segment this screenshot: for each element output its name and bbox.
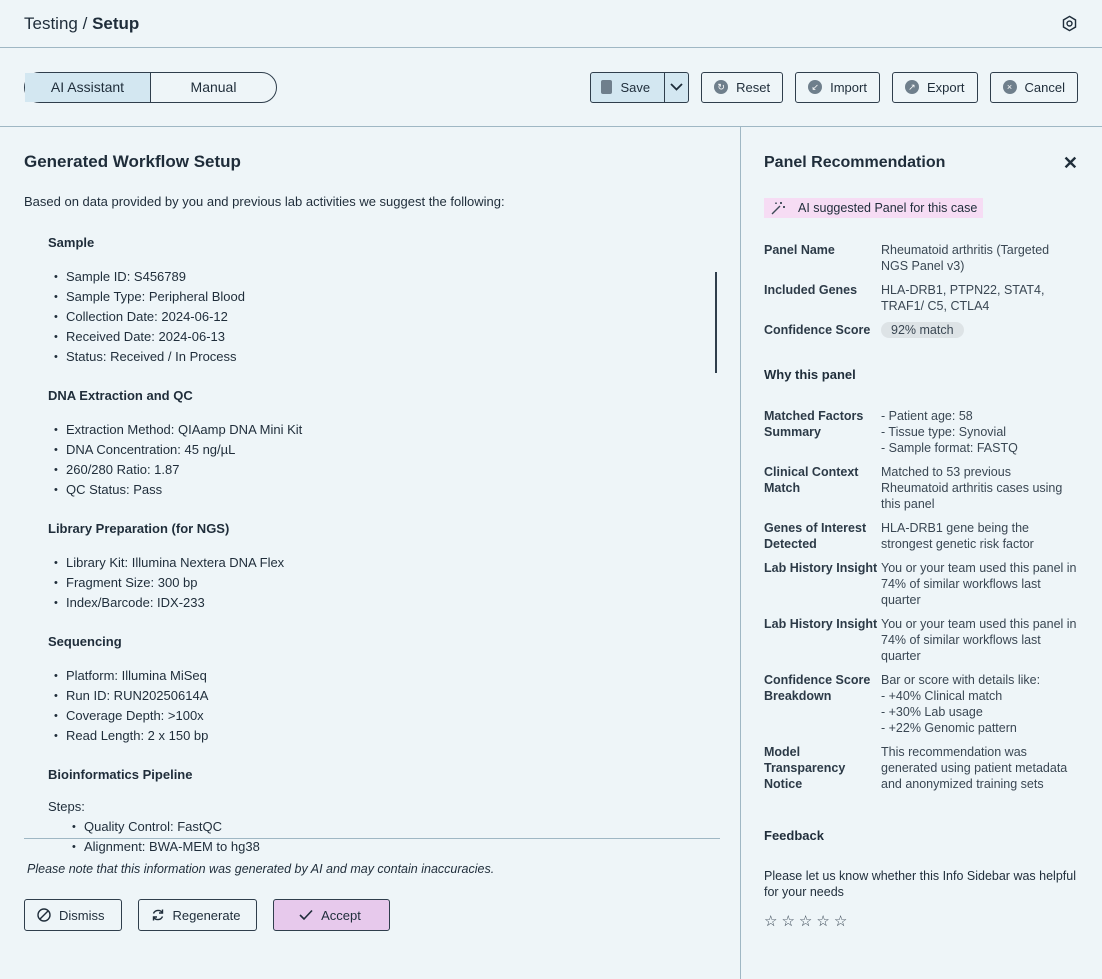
section-heading: Bioinformatics Pipeline <box>48 767 193 782</box>
mode-toggle <box>24 72 277 103</box>
section-bioinformatics <box>48 767 698 858</box>
refresh-icon: ↻ <box>714 80 728 94</box>
list-item: • Collection Date: 2024-06-12 <box>48 308 698 328</box>
why-value-line: - Tissue type: Synovial <box>881 425 1007 439</box>
list-item: • Sample ID: S456789 <box>48 268 698 288</box>
why-label: Genes of Interest Detected <box>764 521 867 551</box>
cancel-label: Cancel <box>1024 79 1065 95</box>
list-item: • QC Status: Pass <box>48 481 698 501</box>
save-dropdown-button[interactable] <box>665 73 688 102</box>
why-label: Model Transparency Notice <box>764 745 846 791</box>
breadcrumb-current: Setup <box>92 13 140 33</box>
list-item: • Run ID: RUN20250614A <box>48 687 698 707</box>
why-label: Matched Factors Summary <box>764 409 864 439</box>
export-button[interactable] <box>892 72 978 103</box>
workflow-actions <box>24 899 390 931</box>
why-value-line: - +30% Lab usage <box>881 705 983 719</box>
why-value-line: - Patient age: 58 <box>881 409 973 423</box>
check-icon <box>299 909 313 921</box>
list-item: • Status: Received / In Process <box>48 348 698 368</box>
confidence-label: Confidence Score <box>764 323 871 337</box>
why-value-line: This recommendation was generated using patient metadata and anonymized training sets <box>881 745 1068 791</box>
list-item: • Alignment: BWA-MEM to hg38 <box>66 838 698 858</box>
regenerate-icon <box>151 908 165 922</box>
section-heading: DNA Extraction and QC <box>48 388 193 403</box>
regenerate-button[interactable] <box>138 899 258 931</box>
toolbar <box>0 48 1102 127</box>
workflow-panel <box>0 127 741 979</box>
accept-button[interactable] <box>273 899 390 931</box>
section-heading: Sample <box>48 235 95 250</box>
panel-name-label: Panel Name <box>764 243 835 257</box>
settings-icon[interactable] <box>1060 15 1078 33</box>
list-item: • Platform: Illumina MiSeq <box>48 667 698 687</box>
save-button[interactable] <box>591 73 666 102</box>
breadcrumb <box>24 14 139 34</box>
section-sequencing <box>48 634 698 747</box>
why-value-line: HLA-DRB1 gene being the strongest genetic risk factor <box>881 521 1034 551</box>
list-item: • Coverage Depth: >100x <box>48 707 698 727</box>
list-item: • Sample Type: Peripheral Blood <box>48 288 698 308</box>
accept-label: Accept <box>321 907 361 923</box>
cancel-icon: × <box>1003 80 1017 94</box>
list-item: • Received Date: 2024-06-13 <box>48 328 698 348</box>
top-bar <box>0 0 1102 48</box>
ai-suggestion-badge <box>764 198 983 218</box>
save-split-button <box>590 72 690 103</box>
why-value <box>881 560 1078 608</box>
star-icon[interactable]: ☆ <box>816 913 830 930</box>
dismiss-button[interactable] <box>24 899 122 931</box>
star-rating <box>764 912 1078 930</box>
ai-disclaimer: Please note that this information was generated by AI and may contain inaccuracies. <box>27 862 495 876</box>
workflow-scroll-area[interactable] <box>48 235 698 854</box>
why-value <box>881 744 1078 792</box>
breadcrumb-parent[interactable]: Testing <box>24 13 78 33</box>
save-label: Save <box>620 79 651 95</box>
why-value-line: - +40% Clinical match <box>881 689 1003 703</box>
confidence-badge: 92% match <box>881 322 964 338</box>
workflow-intro: Based on data provided by you and previous lab activities we suggest the following: <box>24 194 505 209</box>
list-item: • 260/280 Ratio: 1.87 <box>48 461 698 481</box>
why-label: Lab History Insight <box>764 617 878 631</box>
reset-label: Reset <box>736 79 771 95</box>
feedback-heading: Feedback <box>764 828 824 843</box>
list-item: • Quality Control: FastQC <box>66 818 698 838</box>
mode-ai-assistant[interactable]: AI Assistant <box>25 73 151 102</box>
star-icon[interactable]: ☆ <box>833 913 848 930</box>
scrollbar-thumb[interactable] <box>715 272 717 373</box>
list-item: • Library Kit: Illumina Nextera DNA Flex <box>48 554 698 574</box>
cancel-button[interactable] <box>990 72 1078 103</box>
genes-label: Included Genes <box>764 283 858 297</box>
list-item: • Fragment Size: 300 bp <box>48 574 698 594</box>
toolbar-actions <box>590 72 1079 103</box>
section-sample <box>48 235 698 368</box>
why-value-line: Matched to 53 previous Rheumatoid arthritis cases using this panel <box>881 465 1063 511</box>
workflow-title: Generated Workflow Setup <box>24 152 241 171</box>
breadcrumb-separator: / <box>82 13 88 33</box>
panel-name-value: Rheumatoid arthritis (Targeted NGS Panel v3) <box>881 243 1050 273</box>
steps-label: Steps: <box>48 799 85 814</box>
why-value-line: You or your team used this panel in 74% of similar workflows last quarter <box>881 561 1077 607</box>
list-item: • Index/Barcode: IDX-233 <box>48 594 698 614</box>
section-dna-extraction <box>48 388 698 501</box>
divider <box>24 838 720 839</box>
why-value-line: - +22% Genomic pattern <box>881 721 1017 735</box>
recommendation-sidebar <box>741 127 1102 979</box>
list-item: • Extraction Method: QIAamp DNA Mini Kit <box>48 421 698 441</box>
panel-details <box>764 242 1078 346</box>
why-value-line: - Sample format: FASTQ <box>881 441 1018 455</box>
regenerate-label: Regenerate <box>172 907 241 923</box>
section-library-prep <box>48 521 698 614</box>
close-icon[interactable]: ✕ <box>1062 153 1078 173</box>
star-icon[interactable]: ☆ <box>781 913 795 930</box>
why-label: Clinical Context Match <box>764 465 859 495</box>
dismiss-label: Dismiss <box>59 907 105 923</box>
ai-suggestion-text: AI suggested Panel for this case <box>798 201 978 215</box>
why-value <box>881 616 1078 664</box>
why-value <box>881 520 1078 552</box>
import-label: Import <box>830 79 867 95</box>
import-icon: ↙ <box>808 80 822 94</box>
list-item: • Read Length: 2 x 150 bp <box>48 727 698 747</box>
import-button[interactable] <box>795 72 880 103</box>
why-value <box>881 464 1078 512</box>
why-value-line: Bar or score with details like: <box>881 673 1041 687</box>
chevron-down-icon <box>670 83 683 91</box>
section-heading: Library Preparation (for NGS) <box>48 521 230 536</box>
star-icon[interactable]: ☆ <box>764 913 778 930</box>
section-heading: Sequencing <box>48 634 122 649</box>
magic-wand-icon <box>770 201 786 215</box>
genes-value: HLA-DRB1, PTPN22, STAT4, TRAF1/ C5, CTLA4 <box>881 283 1045 313</box>
why-value <box>881 408 1078 456</box>
sidebar-title: Panel Recommendation <box>764 154 946 171</box>
why-label: Lab History Insight <box>764 561 878 575</box>
why-value <box>881 672 1078 736</box>
dismiss-icon <box>37 908 51 922</box>
why-label: Confidence Score Breakdown <box>764 673 871 703</box>
mode-manual[interactable]: Manual <box>190 79 237 95</box>
export-icon: ↗ <box>905 80 919 94</box>
star-icon[interactable]: ☆ <box>798 913 813 930</box>
content-area <box>0 127 1102 979</box>
feedback-text: Please let us know whether this Info Sidebar was helpful for your needs <box>764 869 1076 899</box>
export-label: Export <box>926 79 965 95</box>
why-heading: Why this panel <box>764 367 856 382</box>
save-icon <box>601 80 612 94</box>
why-value-line: You or your team used this panel in 74% of similar workflows last quarter <box>881 617 1077 663</box>
list-item: • DNA Concentration: 45 ng/µL <box>48 441 698 461</box>
reset-button[interactable] <box>701 72 783 103</box>
why-list <box>764 408 1078 800</box>
